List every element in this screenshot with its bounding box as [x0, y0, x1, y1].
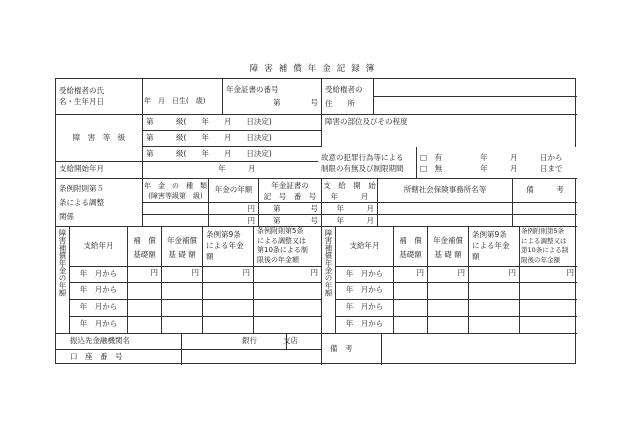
ledger-col-adj-2-l: による調整又は	[257, 236, 306, 245]
grade-row-3[interactable]: 第 級( 年 月 日決定)	[143, 147, 322, 162]
ledger-col-adj-2-r: による調整又は	[521, 236, 567, 245]
ledger-row-l-4[interactable]: 年 月から	[70, 317, 128, 334]
adjust-label-cell	[56, 179, 143, 227]
adjust-label-1: 条例附則第５	[59, 184, 104, 193]
col-cert-1: 年金証書の	[271, 181, 309, 190]
ledger-col-art9-l	[203, 227, 254, 267]
ledger-yen-comp-l[interactable]: 円	[162, 267, 203, 283]
has-checkbox[interactable]: □ 有	[420, 153, 443, 162]
start-label: 支給開始年月	[56, 162, 143, 179]
ledger-col-base-2-l: 基礎額	[133, 250, 156, 259]
ledger-col-adj-l	[254, 227, 322, 267]
ledger-cell[interactable]	[394, 317, 428, 334]
ledger-row-r-3[interactable]: 年 月から	[336, 300, 394, 317]
restriction-label-1: 故意の犯罪行為等による	[321, 153, 404, 162]
ledger-cell[interactable]	[128, 283, 162, 300]
ledger-cell[interactable]	[428, 300, 469, 317]
cert-value: 第 号	[273, 98, 318, 107]
ledger-cell[interactable]	[428, 317, 469, 334]
restriction-label-2: 制限の有無及び制限期間	[321, 164, 404, 173]
bank-remarks-field[interactable]	[382, 334, 577, 365]
ledger-col-base-r	[394, 227, 428, 267]
ledger-cell[interactable]	[520, 283, 577, 300]
ledger-col-comp-l	[162, 227, 203, 267]
col-type-1: 年 金 の 種 類	[144, 182, 207, 190]
ledger-col-adj-1-r: 条例附則第5条	[521, 227, 565, 235]
ledger-cell[interactable]	[469, 300, 520, 317]
ledger-yen-adj-l[interactable]: 円	[254, 267, 322, 283]
grade-row-2[interactable]: 第 級( 年 月 日決定)	[143, 131, 322, 147]
ledger-cell[interactable]	[469, 317, 520, 334]
ledger-yen-comp-r[interactable]: 円	[428, 267, 469, 283]
adjust-cert-2[interactable]: 第 号	[259, 215, 322, 227]
ledger-col-comp-1-l: 年金補償	[167, 236, 197, 245]
col-remarks: 備 考	[513, 179, 577, 203]
adjust-type-1[interactable]	[143, 203, 209, 215]
address-label-2: 住 所	[325, 99, 355, 108]
record-form	[55, 78, 576, 364]
bank-name-field[interactable]	[182, 334, 287, 350]
col-office: 所轄社会保険事務所名等	[378, 179, 513, 203]
ledger-cell[interactable]	[394, 300, 428, 317]
adjust-type-2[interactable]	[143, 215, 209, 227]
ledger-cell[interactable]	[520, 317, 577, 334]
ledger-col-adj-4-r: 限後の年金額	[521, 255, 560, 264]
has-date: 年 月 日から	[480, 153, 563, 162]
ledger-col-adj-3-l: 第10条による制	[257, 246, 308, 254]
ledger-cell[interactable]	[128, 317, 162, 334]
ledger-cell[interactable]	[394, 283, 428, 300]
branch-suffix: 支店	[283, 336, 298, 345]
ledger-cell[interactable]	[254, 283, 322, 300]
grade-label: 障 害 等 級	[56, 115, 143, 162]
adjust-cert-1[interactable]: 第 号	[259, 203, 322, 215]
ledger-row-r-1[interactable]: 年 月から	[336, 267, 394, 283]
ledger-cell[interactable]	[254, 317, 322, 334]
start-value[interactable]: 年 月	[143, 162, 322, 179]
ledger-side-right: 障害補償年金の年額	[322, 227, 336, 334]
adjust-remarks-2[interactable]	[513, 215, 577, 227]
col-cert-2: 記 号 番 号	[263, 192, 317, 201]
ledger-cell[interactable]	[162, 283, 203, 300]
col-type	[143, 179, 209, 203]
ledger-cell[interactable]	[520, 300, 577, 317]
ledger-col-adj-3-r: 第10条による制	[521, 246, 569, 254]
col-start-2: 年 月	[330, 192, 369, 201]
ledger-col-art9-2-r: による年金	[472, 241, 510, 250]
ledger-col-art9-3-r: 額	[472, 252, 480, 261]
ledger-col-base-1-l: 補 償	[133, 236, 156, 245]
adjust-label-2: 条による調整	[59, 198, 104, 207]
ledger-col-art9-3-l: 額	[206, 252, 214, 261]
birth-value: 年 月 日生( 歳)	[144, 97, 206, 105]
address-label-1: 受給権者の	[325, 85, 363, 94]
name-label-2: 名・生年月日	[59, 97, 104, 106]
adjust-office-2[interactable]	[378, 215, 513, 227]
ledger-cell[interactable]	[203, 317, 254, 334]
ledger-col-comp-2-l: 基 礎 額	[168, 250, 196, 259]
injury-site-label: 障害の部位及びその程度	[325, 117, 408, 126]
none-checkbox[interactable]: □ 無	[420, 164, 443, 173]
adjust-office-1[interactable]	[378, 203, 513, 215]
bank-label: 振込先金融機関名	[56, 334, 182, 350]
branch-field[interactable]	[283, 334, 322, 350]
ledger-col-adj-1-l: 条例附則第5条	[257, 227, 304, 235]
bank-remarks-label: 備 考	[322, 334, 382, 365]
none-date: 年 月 日まで	[480, 164, 563, 173]
ledger-cell[interactable]	[162, 317, 203, 334]
ledger-col-adj-4-l: 限後の年金額	[257, 255, 299, 264]
account-label: 口 座 番 号	[56, 350, 182, 365]
address-field-2[interactable]	[374, 97, 577, 115]
col-cert	[259, 179, 322, 203]
col-start	[322, 179, 378, 203]
ledger-side-left: 障害補償年金の年額	[56, 227, 70, 334]
ledger-col-base-2-r: 基礎額	[399, 250, 422, 259]
ledger-yen-art9-r[interactable]: 円	[469, 267, 520, 283]
cert-label: 年金証書の番号	[226, 85, 279, 94]
ledger-row-l-3[interactable]: 年 月から	[70, 300, 128, 317]
ledger-row-r-4[interactable]: 年 月から	[336, 317, 394, 334]
ledger-cell[interactable]	[128, 300, 162, 317]
ledger-col-base-1-r: 補 償	[399, 236, 422, 245]
ledger-cell[interactable]	[203, 283, 254, 300]
ledger-row-l-2[interactable]: 年 月から	[70, 283, 128, 300]
birth-cell[interactable]	[143, 79, 223, 115]
restriction-values[interactable]	[417, 147, 577, 179]
ledger-col-base-l	[128, 227, 162, 267]
address-field-1[interactable]	[374, 79, 577, 97]
ledger-cell[interactable]	[162, 300, 203, 317]
ledger-col-adj-r	[520, 227, 577, 267]
adjust-yen-2[interactable]: 円	[209, 215, 259, 227]
ledger-yen-art9-l[interactable]: 円	[203, 267, 254, 283]
col-start-1: 支 給 開 始	[323, 181, 376, 190]
adjust-yen-1[interactable]: 円	[209, 203, 259, 215]
ledger-col-comp-2-r: 基 礎 額	[434, 250, 462, 259]
ledger-col-art9-1-l: 条例第9条	[206, 230, 241, 239]
form-title: 障害補償年金記録簿	[249, 64, 381, 74]
col-amount: 年金の年額	[209, 179, 259, 203]
ledger-cell[interactable]	[203, 300, 254, 317]
ledger-yen-base-l[interactable]: 円	[128, 267, 162, 283]
name-label-1: 受給権者の氏	[59, 86, 104, 95]
name-label-cell	[56, 79, 143, 115]
bank-suffix: 銀行	[242, 336, 257, 345]
ledger-col-art9-r	[469, 227, 520, 267]
adjust-start-2[interactable]: 年 月	[322, 215, 378, 227]
account-field[interactable]	[182, 350, 322, 365]
ledger-col-month-r: 支給年月	[336, 227, 394, 267]
ledger-col-month-l: 支給年月	[70, 227, 128, 267]
adjust-remarks-1[interactable]	[513, 203, 577, 215]
ledger-col-art9-2-l: による年金	[206, 241, 244, 250]
adjust-start-1[interactable]: 年 月	[322, 203, 378, 215]
address-label-cell	[322, 79, 374, 115]
restriction-label-cell	[318, 147, 417, 179]
ledger-cell[interactable]	[428, 283, 469, 300]
ledger-cell[interactable]	[469, 283, 520, 300]
adjust-label-3: 関係	[59, 212, 74, 221]
ledger-yen-adj-r[interactable]: 円	[520, 267, 577, 283]
ledger-row-l-1[interactable]: 年 月から	[70, 267, 128, 283]
ledger-row-r-2[interactable]: 年 月から	[336, 283, 394, 300]
ledger-col-comp-1-r: 年金補償	[433, 236, 463, 245]
ledger-col-comp-r	[428, 227, 469, 267]
ledger-cell[interactable]	[254, 300, 322, 317]
ledger-col-art9-1-r: 条例第9条	[472, 230, 507, 239]
grade-row-1[interactable]: 第 級( 年 月 日決定)	[143, 115, 322, 131]
cert-cell[interactable]	[223, 79, 322, 115]
col-type-2: (障害等級第 級)	[148, 192, 203, 200]
ledger-yen-base-r[interactable]: 円	[394, 267, 428, 283]
